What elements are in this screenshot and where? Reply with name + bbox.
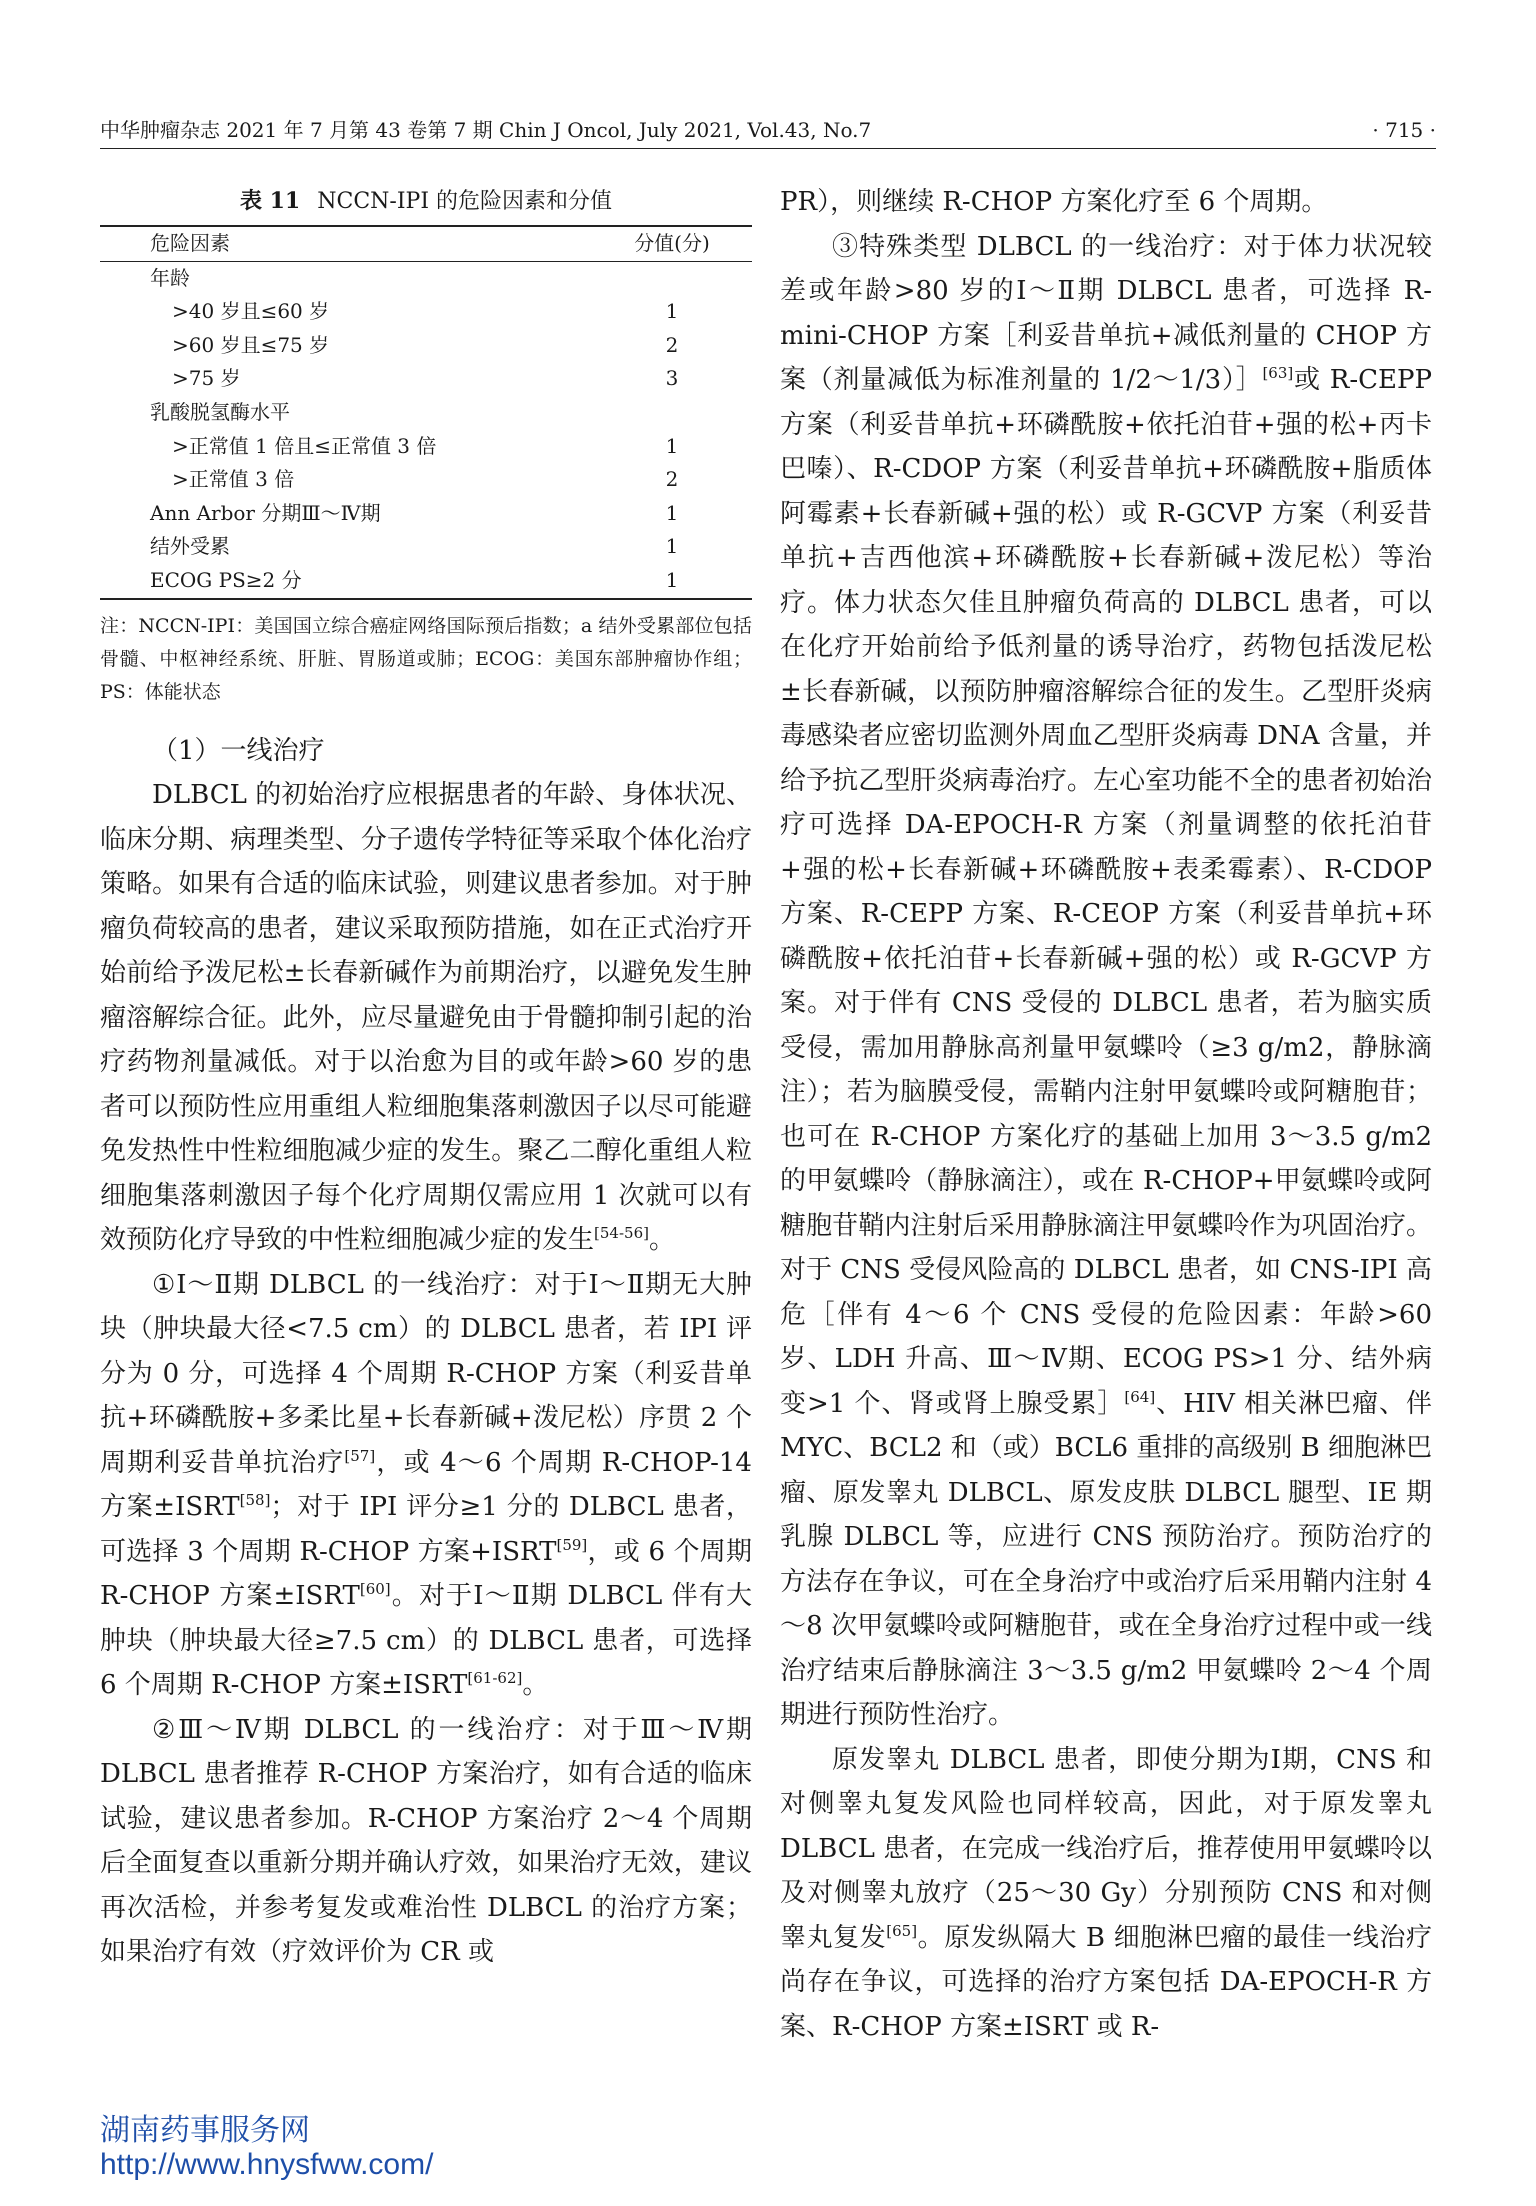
citation: [65] bbox=[886, 1921, 918, 1940]
row-factor: 乳酸脱氢酶水平 bbox=[150, 399, 290, 424]
paragraph: DLBCL 的初始治疗应根据患者的年龄、身体状况、临床分期、病理类型、分子遗传学特征等采取个体化治疗策略。如果有合适的临床试验，则建议患者参加。对于肿瘤负荷较高的患者，建议采取预防措施，如在正式治疗开始前给予泼尼松±长春新碱作为前期治疗，以避免发生肿瘤溶解综合征。此外，应尽量避免由于骨髓抑制引起的治疗药物剂量减低。对于以治愈为目的或年龄>60 岁的患者可以预防性应用重组人粒细胞集落刺激因子以尽可能避免发热性中性粒细胞减少症的发生。聚乙二醇化重组人粒细胞集落刺激因子每个化疗周期仅需应用 1 次就可以有效预防化疗导致的中性粒细胞减少症的发生[54-56]。 bbox=[100, 780, 752, 1256]
citation: [61-62] bbox=[467, 1669, 523, 1688]
row-score: 2 bbox=[665, 467, 679, 492]
paragraph-text: 、HIV 相关淋巴瘤、伴 MYC、BCL2 和（或）BCL6 重排的高级别 B 细胞淋巴瘤、原发睾丸 DLBCL、原发皮肤 DLBCL 腿型、ⅠE 期乳腺 DLBCL 等，应进行 CNS 预防治疗。预防治疗的方法存在争议，可在全身治疗中或治疗后采用鞘内注射 4～8 次甲氨蝶呤或阿糖胞苷，或在全身治疗过程中或一线治疗结束后静脉滴注 3～3.5 g/m2 甲氨蝶呤 2～4 个周期进行预防性治疗。 bbox=[780, 1388, 1432, 1730]
row-score: 3 bbox=[665, 366, 679, 391]
table-number: 表 11 bbox=[239, 188, 301, 214]
citation: [60] bbox=[359, 1580, 391, 1599]
paragraph: PR），则继续 R-CHOP 方案化疗至 6 个周期。 bbox=[780, 187, 1328, 217]
paragraph-text: 。原发纵隔大 B 细胞淋巴瘤的最佳一线治疗尚存在争议，可选择的治疗方案包括 DA-EPOCH-R 方案、R-CHOP 方案±ISRT 或 R- bbox=[780, 1922, 1432, 2042]
table-caption bbox=[100, 184, 752, 215]
header-rule bbox=[100, 148, 1436, 149]
row-score: 1 bbox=[665, 534, 679, 559]
table-row bbox=[100, 430, 752, 464]
page-number: · 715 · bbox=[1372, 118, 1436, 142]
row-factor: >75 岁 bbox=[172, 366, 241, 391]
table-title: NCCN-IPI 的危险因素和分值 bbox=[317, 189, 613, 214]
paragraph-text: ③特殊类型 DLBCL 的一线治疗：对于体力状况较差或年龄>80 岁的Ⅰ～Ⅱ期 DLBCL 患者，可选择 R-mini-CHOP 方案［利妥昔单抗+减低剂量的 CHOP 方案（剂量减低为标准剂量的 1/2～1/3）］ bbox=[780, 231, 1432, 395]
table-row bbox=[100, 396, 752, 430]
citation: [63] bbox=[1262, 364, 1294, 382]
row-score: 1 bbox=[665, 433, 679, 458]
row-score: 1 bbox=[665, 567, 679, 592]
left-column bbox=[100, 180, 752, 1975]
row-score: 2 bbox=[665, 332, 679, 357]
table-row bbox=[100, 261, 752, 295]
citation: [59] bbox=[556, 1535, 588, 1554]
paragraph: ①Ⅰ～Ⅱ期 DLBCL 的一线治疗：对于Ⅰ～Ⅱ期无大肿块（肿块最大径<7.5 cm）的 DLBCL 患者，若 IPI 评分为 0 分，可选择 4 个周期 R-CHOP 方案（利妥昔单抗+环磷酰胺+多柔比星+长春新碱+泼尼松）序贯 2 个周期利妥昔单抗治疗[57]，或 4～6 个周期 R-CHOP-14 方案±ISRT[58]；对于 IPI 评分≥1 分的 DLBCL 患者，可选择 3 个周期 R-CHOP 方案+ISRT[59]，或 6 个周期 R-CHOP 方案±ISRT[60]。对于Ⅰ～Ⅱ期 DLBCL 伴有大肿块（肿块最大径≥7.5 cm）的 DLBCL 患者，可选择 6 个周期 R-CHOP 方案±ISRT[61-62]。 bbox=[100, 1269, 752, 1701]
paragraph: ②Ⅲ～Ⅳ期 DLBCL 的一线治疗：对于Ⅲ～Ⅳ期 DLBCL 患者推荐 R-CHOP 方案治疗，如有合适的临床试验，建议患者参加。R-CHOP 方案治疗 2～4 个周期后全面复查以重新分期并确认疗效，如果治疗无效，建议再次活检，并参考复发或难治性 DLBCL 的治疗方案；如果治疗有效（疗效评价为 CR 或 bbox=[100, 1714, 752, 1968]
table-row bbox=[100, 362, 752, 396]
row-score: 1 bbox=[665, 299, 679, 324]
row-factor: ECOG PS≥2 分 bbox=[150, 567, 302, 592]
citation: [57] bbox=[344, 1446, 376, 1465]
header-score: 分值(分) bbox=[634, 231, 710, 255]
risk-factor-table bbox=[100, 225, 752, 600]
row-score bbox=[592, 396, 752, 430]
row-factor: >正常值 3 倍 bbox=[172, 467, 295, 492]
row-factor: Ann Arbor 分期Ⅲ～Ⅳ期 bbox=[150, 500, 381, 525]
paragraph bbox=[780, 225, 1432, 1738]
watermark bbox=[100, 2114, 433, 2182]
row-factor: 年龄 bbox=[150, 265, 190, 290]
row-factor: >60 岁且≤75 岁 bbox=[172, 332, 330, 357]
table-row bbox=[100, 530, 752, 564]
paragraph-text: DLBCL 的初始治疗应根据患者的年龄、身体状况、临床分期、病理类型、分子遗传学特征等采取个体化治疗策略。如果有合适的临床试验，则建议患者参加。对于肿瘤负荷较高的患者，建议采取预防措施，如在正式治疗开始前给予泼尼松±长春新碱作为前期治疗，以避免发生肿瘤溶解综合征。此外，应尽量避免由于骨髓抑制引起的治疗药物剂量减低。对于以治愈为目的或年龄>60 岁的患者可以预防性应用重组人粒细胞集落刺激因子以尽可能避免发热性中性粒细胞减少症的发生。聚乙二醇化重组人粒细胞集落刺激因子每个化疗周期仅需应用 1 次就可以有效预防化疗导致的中性粒细胞减少症的发生 bbox=[100, 780, 752, 1256]
table-row bbox=[100, 564, 752, 599]
paragraph-text: ，或 6 个周期 R-CHOP 方案±ISRT bbox=[100, 1536, 752, 1612]
paragraph-text: ①Ⅰ～Ⅱ期 DLBCL 的一线治疗：对于Ⅰ～Ⅱ期无大肿块（肿块最大径<7.5 cm）的 DLBCL 患者，若 IPI 评分为 0 分，可选择 4 个周期 R-CHOP 方案（利妥昔单抗+环磷酰胺+多柔比星+长春新碱+泼尼松）序贯 2 个周期利妥昔单抗治疗 bbox=[100, 1269, 752, 1478]
row-factor: >正常值 1 倍且≤正常值 3 倍 bbox=[172, 433, 437, 458]
paragraph-text: 原发睾丸 DLBCL 患者，即使分期为Ⅰ期，CNS 和对侧睾丸复发风险也同样较高，因此，对于原发睾丸 DLBCL 患者，在完成一线治疗后，推荐使用甲氨蝶呤以及对侧睾丸放疗（25～30 Gy）分别预防 CNS 和对侧睾丸复发 bbox=[780, 1744, 1432, 1953]
running-header bbox=[100, 112, 1436, 148]
table-row bbox=[100, 463, 752, 497]
table-row bbox=[100, 497, 752, 531]
paragraph-text: 或 R-CEPP 方案（利妥昔单抗+环磷酰胺+依托泊苷+强的松+丙卡巴嗪）、R-CDOP 方案（利妥昔单抗+环磷酰胺+脂质体阿霉素+长春新碱+强的松）或 R-GCVP 方案（利妥昔单抗+吉西他滨+环磷酰胺+长春新碱+泼尼松）等治疗。体力状态欠佳且肿瘤负荷高的 DLBCL 患者，可以在化疗开始前给予低剂量的诱导治疗，药物包括泼尼松±长春新碱，以预防肿瘤溶解综合征的发生。乙型肝炎病毒感染者应密切监测外周血乙型肝炎病毒 DNA 含量，并给予抗乙型肝炎病毒治疗。左心室功能不全的患者初始治疗可选择 DA-EPOCH-R 方案（剂量调整的依托泊苷+强的松+长春新碱+环磷酰胺+表柔霉素）、R-CDOP 方案、R-CEPP 方案、R-CEOP 方案（利妥昔单抗+环磷酰胺+依托泊苷+长春新碱+强的松）或 R-GCVP 方案。对于伴有 CNS 受侵的 DLBCL 患者，若为脑实质受侵，需加用静脉高剂量甲氨蝶呤（≥3 g/m2，静脉滴注）；若为脑膜受侵，需鞘内注射甲氨蝶呤或阿糖胞苷；也可在 R-CHOP 方案化疗的基础上加用 3～3.5 g/m2 的甲氨蝶呤（静脉滴注），或在 R-CHOP+甲氨蝶呤或阿糖胞苷鞘内注射后采用静脉滴注甲氨蝶呤作为巩固治疗。对于 CNS 受侵风险高的 DLBCL 患者，如 CNS-IPI 高危［伴有 4～6 个 CNS 受侵的危险因素：年龄>60 岁、LDH 升高、Ⅲ～Ⅳ期、ECOG PS>1 分、结外病变>1 个、肾或肾上腺受累］ bbox=[780, 365, 1432, 1419]
table-header-row bbox=[100, 226, 752, 261]
row-factor: >40 岁且≤60 岁 bbox=[172, 299, 330, 324]
watermark-url[interactable]: http://www.hnysfww.com/ bbox=[100, 2148, 434, 2181]
journal-info: 中华肿瘤杂志 2021 年 7 月第 43 卷第 7 期 Chin J Oncol, July 2021, Vol.43, No.7 bbox=[100, 118, 872, 142]
table-row bbox=[100, 329, 752, 363]
row-score: 1 bbox=[665, 500, 679, 525]
paragraph bbox=[780, 1738, 1432, 2050]
citation: [54-56] bbox=[594, 1224, 649, 1243]
citation: [58] bbox=[239, 1491, 271, 1510]
header-factor: 危险因素 bbox=[150, 231, 230, 255]
watermark-title: 湖南药事服务网 bbox=[100, 2114, 310, 2147]
paragraph-text: ；对于 IPI 评分≥1 分的 DLBCL 患者，可选择 3 个周期 R-CHOP 方案+ISRT bbox=[100, 1492, 752, 1567]
row-score bbox=[592, 261, 752, 295]
table-row bbox=[100, 295, 752, 329]
paragraph-text: 。对于Ⅰ～Ⅱ期 DLBCL 伴有大肿块（肿块最大径≥7.5 cm）的 DLBCL 患者，可选择 6 个周期 R-CHOP 方案±ISRT bbox=[100, 1581, 752, 1701]
citation: [64] bbox=[1124, 1387, 1156, 1406]
paragraph-text: ，或 4～6 个周期 R-CHOP-14 方案±ISRT bbox=[100, 1447, 752, 1523]
table-note: 注：NCCN-IPI：美国国立综合癌症网络国际预后指数；a 结外受累部位包括骨髓、中枢神经系统、肝脏、胃肠道或肺；ECOG：美国东部肿瘤协作组；PS：体能状态 bbox=[100, 614, 752, 703]
section-heading: （1）一线治疗 bbox=[152, 735, 325, 766]
row-factor: 结外受累 bbox=[150, 534, 230, 559]
right-column bbox=[780, 180, 1432, 2049]
